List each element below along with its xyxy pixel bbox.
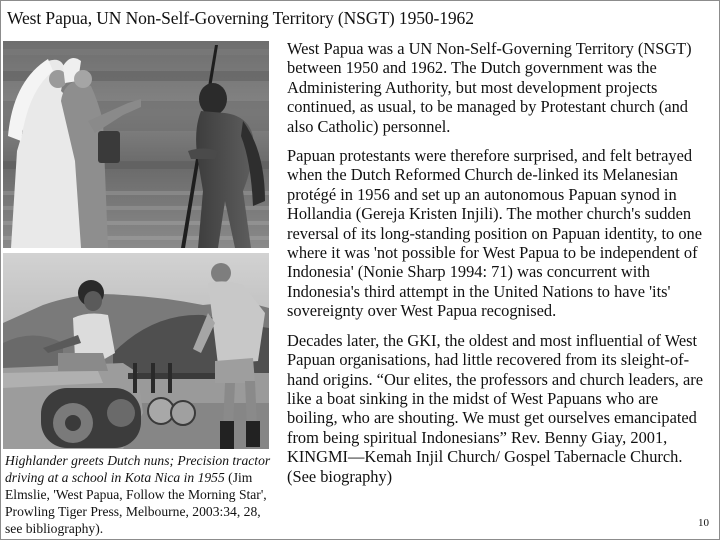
paragraph-dutch-reformed-church: Papuan protestants were therefore surprised, and felt betrayed when the Dutch Reformed Church de-linked its Melanesian protégé in 1956 and set up an autonomous Papuan synod in Hollandia (Gereja Kristen Injili). The mother church's sudden reversal of its long-standing position on Papuan identity, to one where it was 'not possible for West Papua to be independent of Indonesia' (Nonie Sharp 1994: 71) was concurrent with Indonesia's third attempt in the United Nations to have 'its' sovereignty over West Papua recognised. bbox=[287, 146, 703, 321]
body-text bbox=[287, 39, 711, 496]
photo-caption-italic: Highlander greets Dutch nuns; Precision tractor driving at a school in Kota Nica in 1955 bbox=[5, 453, 271, 485]
photo-precision-tractor-image bbox=[3, 253, 269, 449]
photo-highlander-greets-nuns bbox=[3, 41, 269, 248]
page-number: 10 bbox=[698, 517, 709, 529]
paragraph-nsgt-intro: West Papua was a UN Non-Self-Governing Territory (NSGT) between 1950 and 1962. The Dutch government was the Administering Authority, but most development projects continued, as usual, to be managed by Protestant church (and also Catholic) personnel. bbox=[287, 39, 692, 136]
photo-caption bbox=[5, 452, 275, 537]
slide-title: West Papua, UN Non-Self-Governing Territory (NSGT) 1950-1962 bbox=[7, 8, 474, 28]
paragraph-gki-quote: Decades later, the GKI, the oldest and most influential of West Papuan organisations, had little recovered from its sleight-of-hand origins. “Our elites, the professors and church leaders, are like a boat sinking in the midst of West Papuans who are boiling, who are shouting. We must get ourselves emancipated from being spiritual Indonesians” Rev. Benny Giay, 2001, KINGMI—Kemah Injil Church/ Gospel Tabernacle Church. (See biography) bbox=[287, 330, 703, 486]
photo-caption-citation: (Jim Elmslie, 'West Papua, Follow the Morning Star', Prowling Tiger Press, Melbourne, 2003:34, 28, see bibliography). bbox=[5, 470, 267, 536]
photo-highlander-greets-nuns-image bbox=[3, 41, 269, 248]
photo-precision-tractor bbox=[3, 253, 269, 449]
